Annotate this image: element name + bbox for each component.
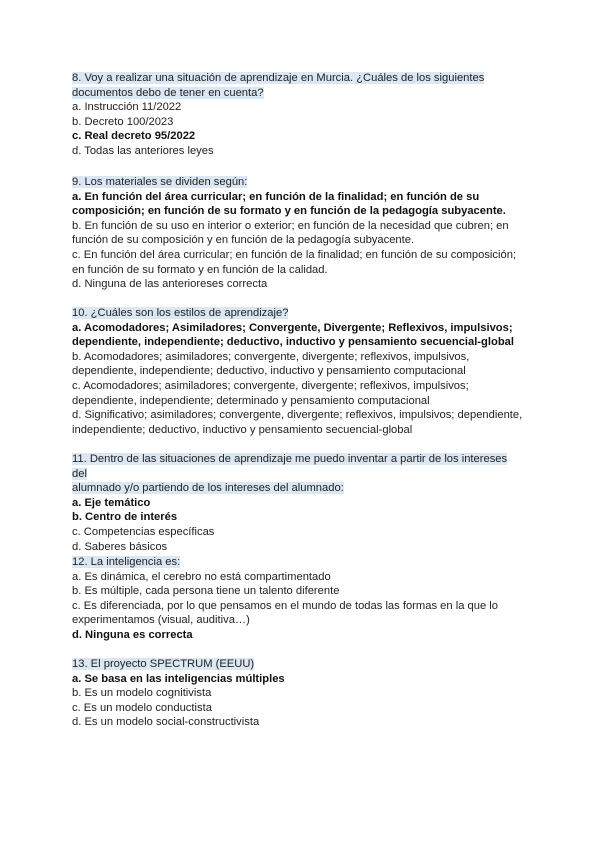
answer-option-d: d. Es un modelo social-constructivista — [72, 716, 260, 729]
answer-option-d: d. Todas las anteriores leyes — [72, 144, 214, 157]
answer-option-a-correct: a. Se basa en las inteligencias múltiples — [72, 672, 285, 685]
option-line: dependiente, independiente; deductivo, inductivo y pensamiento secuencial-global — [72, 336, 514, 349]
option-line: en función de su formato y en función de la calidad. — [72, 263, 328, 276]
answer-option-c: c. Competencias específicas — [72, 525, 215, 538]
question-title-line: 8. Voy a realizar una situación de aprendizaje en Murcia. ¿Cuáles de los siguientes — [72, 72, 485, 84]
question-13 — [72, 657, 524, 730]
question-title — [72, 71, 524, 100]
option-line: composición; en función de su formato y en función de la pedagogía subyacente. — [72, 205, 506, 218]
answer-option-d: d. Saberes básicos — [72, 540, 168, 553]
question-10 — [72, 306, 524, 437]
option-line: d. Significativo; asimiladores; convergente, divergente; reflexivos, impulsivos; dependiente, — [72, 409, 523, 422]
question-title-line: 10. ¿Cuáles son los estilos de aprendizaje? — [72, 307, 289, 319]
option-line: c. En función del área curricular; en función de la finalidad; en función de su composición; — [72, 248, 517, 261]
option-line: dependiente, independiente; determinado y pensamiento computacional — [72, 394, 430, 407]
option-line: independiente; deductivo, inductivo y pensamiento secuencial-global — [72, 423, 413, 436]
question-title — [72, 175, 524, 190]
answer-option-b — [72, 219, 524, 248]
answer-option-b — [72, 350, 524, 379]
question-9 — [72, 175, 524, 292]
option-line: c. Acomodadores; asimiladores; convergente, divergente; reflexivos, impulsivos; — [72, 379, 469, 392]
option-line: b. Acomodadores; asimiladores; convergente, divergente; reflexivos, impulsivos, — [72, 350, 470, 363]
question-12 — [72, 555, 524, 643]
option-line: a. En función del área curricular; en función de la finalidad; en función de su — [72, 190, 480, 203]
answer-option-d-correct: d. Ninguna es correcta — [72, 628, 193, 641]
answer-option-c: c. Es un modelo conductista — [72, 701, 212, 714]
answer-option-c — [72, 379, 524, 408]
answer-option-a-correct — [72, 321, 524, 350]
option-line: experimentamos (visual, auditiva…) — [72, 614, 250, 627]
answer-option-b-correct: b. Centro de interés — [72, 511, 178, 524]
answer-option-b: b. Es un modelo cognitivista — [72, 687, 212, 700]
question-title-line: documentos debo de tener en cuenta? — [72, 86, 264, 99]
answer-option-c-correct: c. Real decreto 95/2022 — [72, 130, 196, 143]
answer-option-b: b. Es múltiple, cada persona tiene un talento diferente — [72, 585, 340, 598]
answer-option-c — [72, 248, 524, 277]
question-title — [72, 657, 524, 672]
answer-option-c — [72, 599, 524, 628]
question-title — [72, 452, 524, 496]
question-title-line: 13. El proyecto SPECTRUM (EEUU) — [72, 658, 255, 670]
answer-option-a: a. Instrucción 11/2022 — [72, 101, 182, 114]
answer-option-d: d. Ninguna de las anterioreses correcta — [72, 278, 268, 291]
question-title-line: 9. Los materiales se dividen según: — [72, 176, 248, 188]
option-line: c. Es diferenciada, por lo que pensamos en el mundo de todas las formas en la que lo — [72, 599, 499, 612]
option-line: función de su composición y en función de la pedagogía subyacente. — [72, 234, 415, 247]
answer-option-a: a. Es dinámica, el cerebro no está compartimentado — [72, 570, 331, 583]
option-line: b. En función de su uso en interior o exterior; en función de la necesidad que cubren; en — [72, 219, 509, 232]
question-11 — [72, 452, 524, 554]
question-title-line: 12. La inteligencia es: — [72, 556, 181, 568]
question-title — [72, 555, 524, 570]
option-line: a. Acomodadores; Asimiladores; Convergente, Divergente; Reflexivos, impulsivos; — [72, 321, 513, 334]
question-title-line: alumnado y/o partiendo de los intereses del alumnado: — [72, 482, 344, 495]
question-title — [72, 306, 524, 321]
answer-option-a-correct: a. Eje temático — [72, 496, 151, 509]
option-line: dependiente, independiente; deductivo, inductivo y pensamiento computacional — [72, 365, 466, 378]
question-8 — [72, 71, 524, 159]
answer-option-d — [72, 408, 524, 437]
answer-option-a-correct — [72, 190, 524, 219]
answer-option-b: b. Decreto 100/2023 — [72, 115, 174, 128]
question-title-line: 11. Dentro de las situaciones de aprendizaje me puedo inventar a partir de los intereses del — [72, 453, 508, 480]
